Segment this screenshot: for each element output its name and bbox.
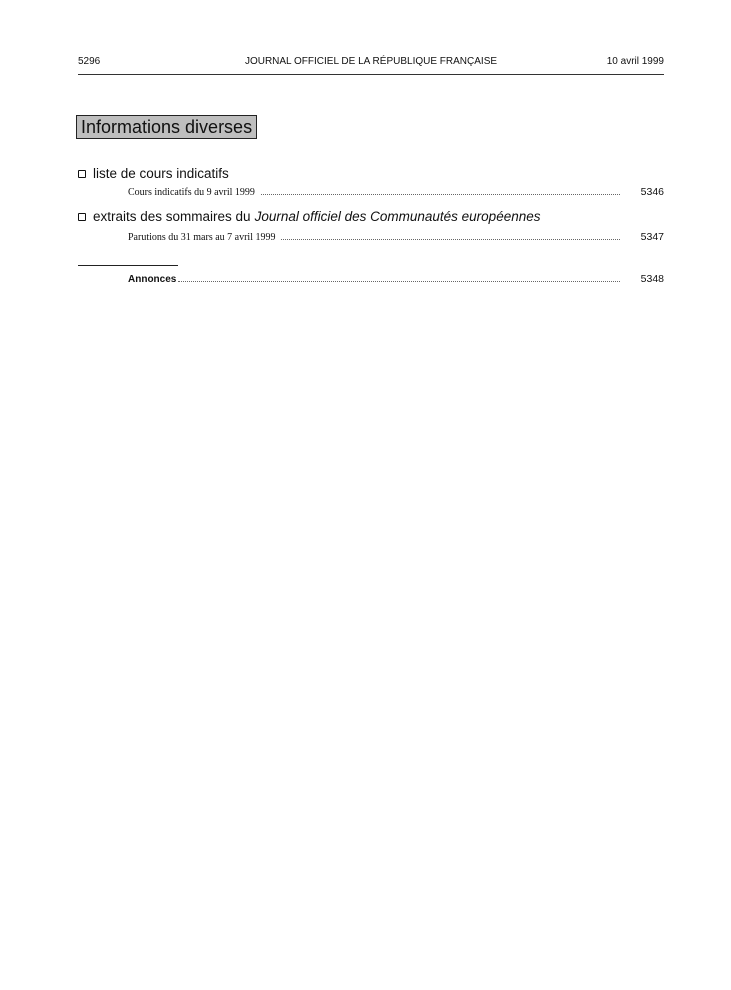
page-number: 5296 (78, 56, 101, 67)
toc-line-label: Cours indicatifs du 9 avril 1999 (128, 187, 255, 198)
entry-title-text: liste de cours indicatifs (93, 166, 229, 181)
toc-line-label: Parutions du 31 mars au 7 avril 1999 (128, 232, 276, 243)
issue-date: 10 avril 1999 (606, 56, 664, 67)
checkbox-icon (78, 170, 86, 178)
toc-line[interactable] (128, 229, 664, 243)
toc-page-number: 5348 (640, 273, 664, 285)
toc-line-annonces[interactable] (128, 271, 664, 285)
toc-entry-title[interactable] (78, 209, 540, 224)
entry-title-italic: Journal officiel des Communautés européennes (254, 209, 541, 224)
dot-leader (178, 281, 620, 282)
page-header (78, 56, 664, 70)
toc-page-number: 5346 (640, 186, 664, 198)
section-heading: Informations diverses (76, 115, 257, 139)
header-rule (78, 74, 664, 75)
toc-page-number: 5347 (640, 231, 664, 243)
dot-leader (261, 194, 620, 195)
separator-rule (78, 265, 178, 266)
toc-entry-title[interactable] (78, 166, 229, 181)
journal-title: JOURNAL OFFICIEL DE LA RÉPUBLIQUE FRANÇAISE (244, 56, 498, 67)
entry-title-text: extraits des sommaires du (93, 209, 251, 224)
dot-leader (281, 239, 620, 240)
toc-line-label: Annonces (128, 274, 177, 285)
checkbox-icon (78, 213, 86, 221)
toc-line[interactable] (128, 184, 664, 198)
